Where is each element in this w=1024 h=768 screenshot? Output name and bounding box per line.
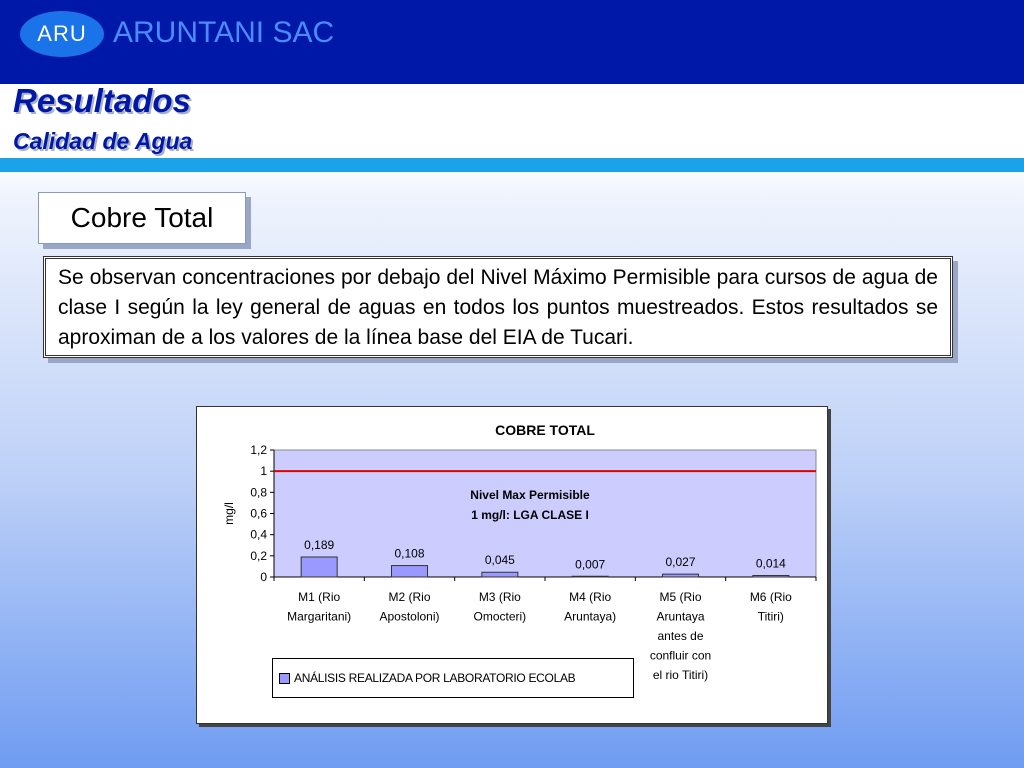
page-title: Resultados [13,82,191,119]
y-tick-label: 1 [260,464,267,479]
chart-title: COBRE TOTAL [495,422,595,438]
header-bar [0,0,1024,84]
section-heading: Cobre Total [38,192,246,244]
legend-label: ANÁLISIS REALIZADA POR LABORATORIO ECOLAB [294,671,576,685]
data-label: 0,045 [484,553,515,568]
bar [392,566,428,577]
data-label: 0,189 [304,537,335,552]
data-label: 0,108 [394,546,425,561]
x-tick-label: M6 (Rio [749,590,792,604]
limit-line-label: 1 mg/l: LGA CLASE I [471,508,589,522]
limit-line-label: Nivel Max Permisible [470,488,590,502]
bar [482,572,518,577]
description-paragraph: Se observan concentraciones por debajo del Nivel Máximo Permisible para cursos de agua de clase I según la ley general de aguas en todos los puntos muestreados. Estos resultados se aproximan de a los valores de la línea base del EIA de Tucari. [43,256,953,358]
page-subtitle: Calidad de Agua [13,128,193,154]
x-tick-label: Omocteri) [473,609,527,624]
y-tick-label: 0,6 [250,506,267,521]
x-tick-label: Aruntaya) [564,609,617,624]
accent-bar [0,158,1024,172]
y-tick-label: 0,2 [250,548,267,563]
x-tick-label: M3 (Rio [478,590,521,604]
bar [301,557,337,577]
bar [663,574,699,577]
y-tick-label: 0 [260,570,267,584]
x-tick-label: confluir con [649,648,712,663]
legend-swatch [279,673,290,684]
x-tick-label: Aruntaya [656,609,705,624]
data-label: 0,007 [575,557,606,572]
data-label: 0,027 [665,555,696,570]
x-tick-label: Apostoloni) [379,609,440,624]
x-tick-label: M1 (Rio [298,590,341,604]
x-tick-label: M2 (Rio [388,590,431,604]
y-axis-label: mg/l [222,502,236,525]
data-label: 0,014 [755,556,786,571]
y-tick-label: 1,2 [250,443,267,457]
y-tick-label: 0,8 [250,485,267,500]
chart-legend [272,658,634,698]
x-tick-label: M4 (Rio [569,590,612,604]
company-logo: ARU [20,11,104,57]
bar [572,576,608,577]
x-tick-label: Margaritani) [287,609,352,624]
x-tick-label: el rio Titiri) [652,668,709,682]
y-tick-label: 0,4 [250,527,267,542]
company-name: ARUNTANI SAC [113,16,335,49]
x-tick-label: antes de [657,629,704,643]
bar [753,576,789,577]
x-tick-label: M5 (Rio [659,590,702,604]
x-tick-label: Titiri) [757,609,784,624]
